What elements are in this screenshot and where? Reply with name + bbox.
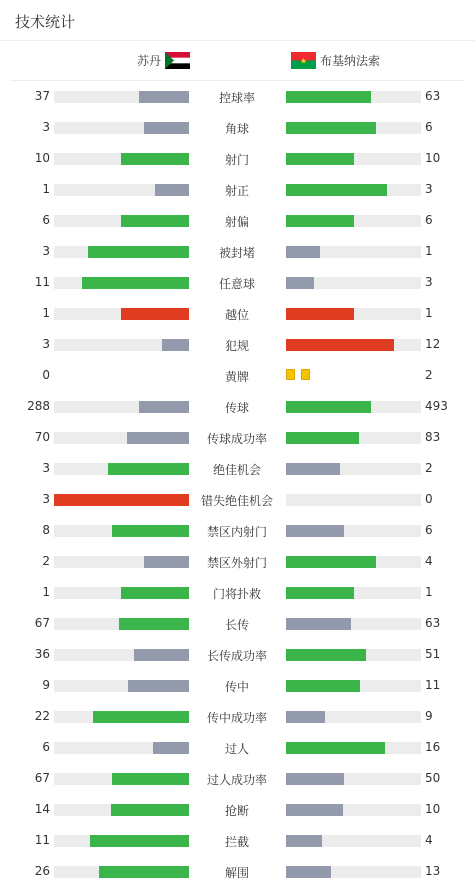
- stat-label: 抢断: [224, 804, 249, 818]
- home-bar-fill: [134, 649, 189, 661]
- stat-label: 犯规: [224, 339, 249, 353]
- away-bar: [286, 773, 421, 785]
- away-bar: [286, 401, 421, 413]
- stat-row: [0, 614, 475, 634]
- away-bar: [286, 556, 421, 568]
- home-bar-fill: [153, 742, 189, 754]
- stat-label: 解围: [224, 866, 249, 880]
- stat-row: [0, 521, 475, 541]
- away-value: 51: [425, 647, 441, 661]
- away-team-name: 布基纳法索: [320, 54, 381, 68]
- home-bar: [54, 432, 189, 444]
- home-value: 3: [42, 461, 50, 475]
- home-bar-fill: [144, 122, 189, 134]
- stat-row: [0, 149, 475, 169]
- home-bar-fill: [128, 680, 189, 692]
- home-bar-fill: [99, 866, 189, 878]
- home-value: 2: [42, 554, 50, 568]
- stat-label: 禁区外射门: [206, 556, 267, 570]
- home-value: 26: [34, 864, 50, 878]
- stat-label: 射门: [224, 153, 249, 167]
- home-bar: [54, 618, 189, 630]
- away-value: 16: [425, 740, 441, 754]
- home-bar: [54, 649, 189, 661]
- away-bar: [286, 866, 421, 878]
- home-bar: [54, 463, 189, 475]
- home-bar-fill: [93, 711, 189, 723]
- home-bar-fill: [88, 246, 189, 258]
- stat-row: [0, 707, 475, 727]
- away-bar-fill: [286, 618, 351, 630]
- home-value: 67: [34, 616, 50, 630]
- home-value: 3: [42, 244, 50, 258]
- away-bar: [286, 711, 421, 723]
- away-value: 2: [425, 461, 433, 475]
- away-value: 11: [425, 678, 441, 692]
- away-bar-fill: [286, 866, 331, 878]
- away-bar-fill: [286, 649, 366, 661]
- home-value: 1: [42, 585, 50, 599]
- away-value: 10: [425, 151, 441, 165]
- home-bar: [54, 556, 189, 568]
- stat-label: 控球率: [218, 91, 255, 105]
- stat-label: 被封堵: [218, 246, 255, 260]
- yellow-card-icon: [301, 369, 310, 380]
- home-value: 3: [42, 492, 50, 506]
- home-bar-fill: [112, 525, 189, 537]
- stat-label: 角球: [224, 122, 249, 136]
- away-bar: [286, 494, 421, 506]
- away-bar: [286, 122, 421, 134]
- away-bar-fill: [286, 184, 387, 196]
- stat-row: [0, 831, 475, 851]
- home-value: 288: [27, 399, 50, 413]
- home-bar: [54, 742, 189, 754]
- stat-label: 拦截: [224, 835, 249, 849]
- away-bar-fill: [286, 525, 344, 537]
- stat-label: 禁区内射门: [206, 525, 267, 539]
- home-bar-fill: [127, 432, 189, 444]
- away-value: 3: [425, 182, 433, 196]
- home-bar: [54, 184, 189, 196]
- away-value: 4: [425, 554, 433, 568]
- away-bar: [286, 91, 421, 103]
- away-value: 493: [425, 399, 448, 413]
- home-bar-fill: [139, 401, 189, 413]
- stat-row: [0, 180, 475, 200]
- home-bar-fill: [121, 215, 189, 227]
- away-bar: [286, 308, 421, 320]
- away-value: 3: [425, 275, 433, 289]
- away-value: 2: [425, 368, 433, 382]
- away-bar: [286, 742, 421, 754]
- home-bar-fill: [90, 835, 189, 847]
- away-bar: [286, 618, 421, 630]
- away-bar: [286, 184, 421, 196]
- home-team-name: 苏丹: [136, 54, 161, 68]
- away-bar-fill: [286, 153, 354, 165]
- home-value: 14: [34, 802, 50, 816]
- away-value: 9: [425, 709, 433, 723]
- home-bar: [54, 494, 189, 506]
- away-bar-fill: [286, 339, 394, 351]
- stat-label: 传球成功率: [206, 432, 267, 446]
- away-value: 1: [425, 585, 433, 599]
- home-bar: [54, 587, 189, 599]
- stat-label: 射偏: [224, 215, 249, 229]
- away-value: 12: [425, 337, 441, 351]
- stat-row: [0, 862, 475, 882]
- away-value: 1: [425, 244, 433, 258]
- away-bar: [286, 277, 421, 289]
- stat-row: [0, 583, 475, 603]
- home-bar-fill: [121, 153, 189, 165]
- away-bar: [286, 432, 421, 444]
- away-bar: [286, 246, 421, 258]
- away-bar-fill: [286, 122, 376, 134]
- away-bar-fill: [286, 401, 371, 413]
- home-value: 1: [42, 182, 50, 196]
- home-bar-fill: [112, 773, 189, 785]
- home-value: 6: [42, 213, 50, 227]
- away-bar-fill: [286, 587, 354, 599]
- away-value: 63: [425, 89, 441, 103]
- home-value: 11: [34, 833, 50, 847]
- home-bar-fill: [139, 91, 189, 103]
- home-bar-fill: [82, 277, 189, 289]
- away-bar-fill: [286, 432, 359, 444]
- stat-label: 过人成功率: [206, 773, 267, 787]
- stat-label: 错失绝佳机会: [200, 494, 273, 508]
- home-bar-fill: [144, 556, 189, 568]
- away-bar-fill: [286, 835, 322, 847]
- away-bar: [286, 804, 421, 816]
- away-bar-fill: [286, 215, 354, 227]
- away-bar: [286, 587, 421, 599]
- away-bar-fill: [286, 277, 314, 289]
- stat-row: [0, 397, 475, 417]
- away-bar-fill: [286, 246, 320, 258]
- stat-row: [0, 273, 475, 293]
- home-value: 36: [34, 647, 50, 661]
- away-bar: [286, 680, 421, 692]
- stat-label: 黄牌: [224, 370, 249, 384]
- home-bar: [54, 91, 189, 103]
- home-bar-fill: [119, 618, 189, 630]
- stat-row: [0, 769, 475, 789]
- stat-row: [0, 459, 475, 479]
- home-bar: [54, 525, 189, 537]
- away-bar-fill: [286, 680, 360, 692]
- home-value: 22: [34, 709, 50, 723]
- stat-row: [0, 304, 475, 324]
- away-value: 6: [425, 523, 433, 537]
- home-bar: [54, 308, 189, 320]
- stat-row: [0, 800, 475, 820]
- stat-row: [0, 118, 475, 138]
- away-value: 0: [425, 492, 433, 506]
- home-value: 10: [34, 151, 50, 165]
- home-bar: [54, 339, 189, 351]
- away-bar: [286, 525, 421, 537]
- stat-label: 传中成功率: [206, 711, 267, 725]
- home-bar: [54, 866, 189, 878]
- stat-row: [0, 738, 475, 758]
- stat-label: 长传成功率: [206, 649, 267, 663]
- away-value: 10: [425, 802, 441, 816]
- stat-row: [0, 211, 475, 231]
- home-value: 1: [42, 306, 50, 320]
- away-bar: [286, 215, 421, 227]
- away-bar: [286, 153, 421, 165]
- home-value: 67: [34, 771, 50, 785]
- home-bar: [54, 711, 189, 723]
- home-value: 8: [42, 523, 50, 537]
- away-bar: [286, 463, 421, 475]
- home-bar: [54, 246, 189, 258]
- home-bar: [54, 804, 189, 816]
- stat-label: 射正: [224, 184, 249, 198]
- home-value: 3: [42, 120, 50, 134]
- away-value: 83: [425, 430, 441, 444]
- home-value: 11: [34, 275, 50, 289]
- stat-row: [0, 428, 475, 448]
- home-value: 0: [42, 368, 50, 382]
- stat-row: [0, 366, 475, 386]
- stat-row: [0, 645, 475, 665]
- away-bar-fill: [286, 308, 354, 320]
- home-bar: [54, 215, 189, 227]
- away-value: 6: [425, 213, 433, 227]
- section-title: 技术统计: [15, 13, 76, 31]
- away-bar-fill: [286, 91, 371, 103]
- home-bar: [54, 277, 189, 289]
- home-value: 9: [42, 678, 50, 692]
- stat-label: 传中: [224, 680, 249, 694]
- stat-row: [0, 490, 475, 510]
- stat-label: 长传: [224, 618, 249, 632]
- stat-label: 任意球: [218, 277, 255, 291]
- away-value: 1: [425, 306, 433, 320]
- away-value: 4: [425, 833, 433, 847]
- away-bar-fill: [286, 711, 325, 723]
- home-bar-fill: [54, 494, 189, 506]
- home-bar-fill: [121, 308, 189, 320]
- yellow-card-icon: [286, 369, 295, 380]
- home-bar: [54, 153, 189, 165]
- stat-row: [0, 676, 475, 696]
- home-bar-fill: [111, 804, 189, 816]
- stat-row: [0, 335, 475, 355]
- away-value: 50: [425, 771, 441, 785]
- stat-row: [0, 242, 475, 262]
- home-value: 37: [34, 89, 50, 103]
- stat-label: 过人: [224, 742, 249, 756]
- stat-row: [0, 87, 475, 107]
- away-value: 13: [425, 864, 441, 878]
- home-bar-fill: [108, 463, 189, 475]
- home-bar-fill: [155, 184, 189, 196]
- home-bar: [54, 122, 189, 134]
- home-bar-fill: [121, 587, 189, 599]
- home-bar: [54, 773, 189, 785]
- stat-label: 越位: [224, 308, 249, 322]
- stat-label: 门将扑救: [212, 587, 261, 601]
- away-bar-fill: [286, 742, 385, 754]
- home-bar: [54, 401, 189, 413]
- away-bar: [286, 339, 421, 351]
- away-bar: [286, 649, 421, 661]
- away-bar-fill: [286, 463, 340, 475]
- home-bar-fill: [162, 339, 189, 351]
- home-value: 3: [42, 337, 50, 351]
- away-bar-fill: [286, 556, 376, 568]
- away-bar-fill: [286, 773, 344, 785]
- home-value: 70: [34, 430, 50, 444]
- stat-label: 传球: [224, 401, 249, 415]
- stat-row: [0, 552, 475, 572]
- stat-label: 绝佳机会: [212, 463, 261, 477]
- away-value: 6: [425, 120, 433, 134]
- home-value: 6: [42, 740, 50, 754]
- home-bar: [54, 680, 189, 692]
- away-value: 63: [425, 616, 441, 630]
- home-bar: [54, 835, 189, 847]
- away-bar-fill: [286, 804, 343, 816]
- away-bar: [286, 835, 421, 847]
